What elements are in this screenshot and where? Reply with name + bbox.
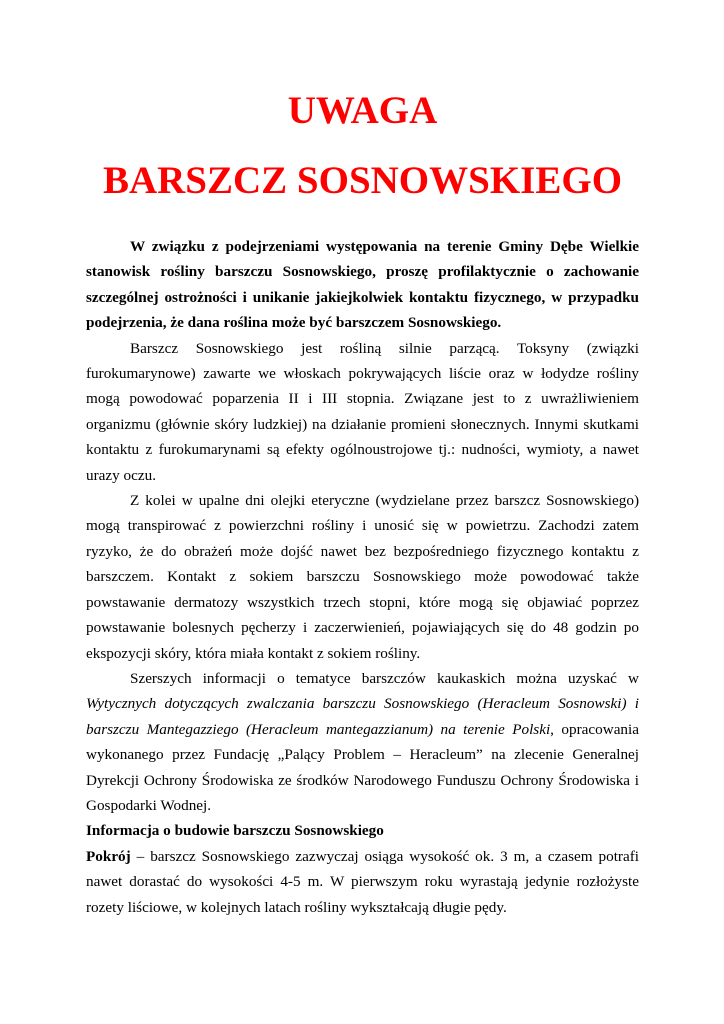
- intro-paragraph: W związku z podejrzeniami występowania na terenie Gminy Dębe Wielkie stanowisk rośliny barszczu Sosnowskiego, proszę profilaktycznie o zachowanie szczególnej ostrożności i unikanie jakiejkolwiek kontaktu fizycznego, w przypadku podejrzenia, że dana roślina może być barszczem Sosnowskiego.: [86, 238, 639, 332]
- title-warning: UWAGA: [287, 89, 438, 132]
- habit-label: Pokrój: [86, 847, 131, 865]
- section-heading: Informacja o budowie barszczu Sosnowskiego: [86, 822, 384, 840]
- toxicity-paragraph: Barszcz Sosnowskiego jest rośliną silnie parzącą. Toksyny (związki furokumarynowe) zawarte we włoskach pokrywających liście oraz w łodydze rośliny mogą powodować poparzenia II i III stopnia. Związane jest to z uwrażliwieniem organizmu (głównie skóry ludzkiej) na działanie promieni słonecznych. Innymi skutkami kontaktu z furokumarynami są efekty ogólnoustrojowe tj.: nudności, wymioty, a nawet urazy oczu.: [86, 339, 639, 484]
- title-plant-name: BARSZCZ SOSNOWSKIEGO: [102, 159, 623, 202]
- document-body: [86, 234, 639, 920]
- habit-text: – barszcz Sosnowskiego zazwyczaj osiąga wysokość ok. 3 m, a czasem potrafi nawet dorastać do wysokości 4-5 m. W pierwszym roku wyrastają jedynie rozłożyste rozety liściowe, w kolejnych latach rośliny wykształcają długie pędy.: [86, 847, 639, 916]
- essential-oils-paragraph: Z kolei w upalne dni olejki eteryczne (wydzielane przez barszcz Sosnowskiego) mogą transpirować z powierzchni rośliny i unosić się w powietrzu. Zachodzi zatem ryzyko, że do obrażeń może dojść nawet bez bezpośredniego fizycznego kontaktu z barszczem. Kontakt z sokiem barszczu Sosnowskiego może powodować także powstawanie dermatozy wszystkich trzech stopni, które mogą się objawiać poprzez powstawanie bolesnych pęcherzy i zaczerwienień, pojawiających się do 48 godzin po ekspozycji skóry, która miała kontakt z sokiem rośliny.: [86, 492, 639, 662]
- habit-paragraph: [86, 844, 639, 920]
- further-info-paragraph: [86, 666, 639, 818]
- guidelines-title: Wytycznych dotyczących zwalczania barszczu Sosnowskiego (Heracleum Sosnowski) i barszczu Mantegazziego (Heracleum mantegazzianum) na terenie Polski: [86, 695, 639, 738]
- further-info-end: , opracowania wykonanego przez Fundację „Palący Problem – Heracleum” na zlecenie Generalnej Dyrekcji Ochrony Środowiska ze środków Narodowego Funduszu Ochrony Środowiska i Gospodarki Wodnej.: [86, 720, 639, 814]
- further-info-start: Szerszych informacji o tematyce barszczów kaukaskich można uzyskać w: [130, 669, 639, 687]
